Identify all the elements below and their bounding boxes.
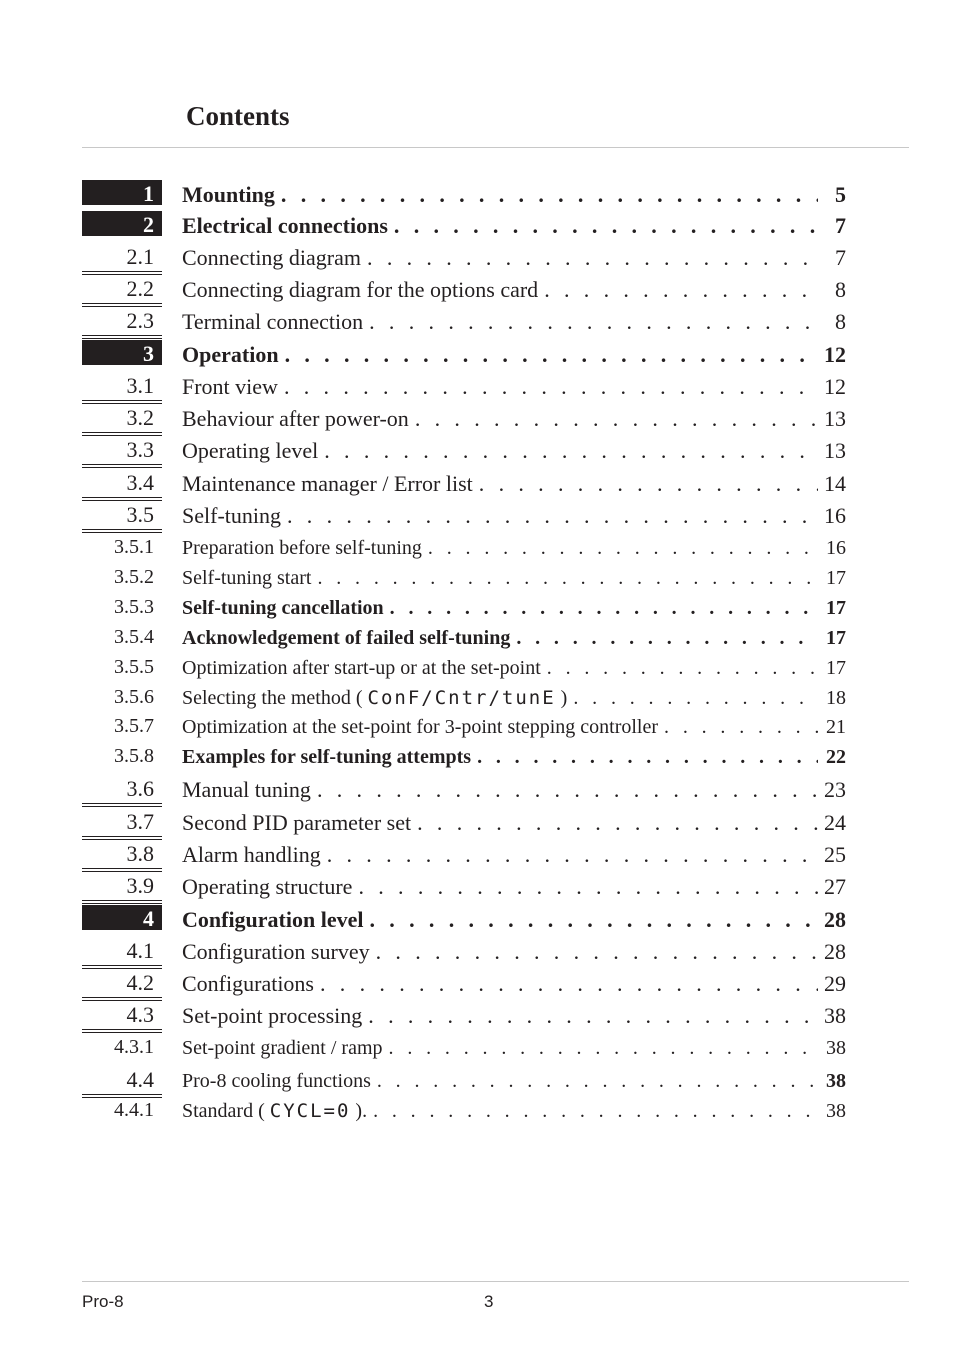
toc-number: 3.5.1 bbox=[114, 536, 154, 558]
toc-number: 4.1 bbox=[82, 937, 162, 963]
toc-entry bbox=[182, 404, 846, 432]
toc-label bbox=[182, 340, 279, 370]
toc-row[interactable] bbox=[82, 1096, 852, 1124]
toc-label bbox=[182, 501, 281, 531]
toc-leader-dots bbox=[417, 808, 818, 838]
toc-label bbox=[182, 742, 471, 772]
toc-page-number: 27 bbox=[824, 874, 846, 899]
toc-leader-dots bbox=[377, 1066, 818, 1096]
toc-leader-dots bbox=[664, 712, 818, 742]
toc-page-number: 13 bbox=[824, 406, 846, 431]
toc-label-text: Pro-8 cooling functions bbox=[182, 1070, 371, 1092]
toc-page-number: 17 bbox=[826, 627, 846, 649]
toc-label bbox=[182, 469, 473, 499]
footer-product-name: Pro-8 bbox=[82, 1292, 124, 1311]
toc-label-text: Electrical connections bbox=[182, 213, 388, 238]
toc-label-text: Standard ( bbox=[182, 1100, 265, 1122]
toc-row[interactable] bbox=[82, 742, 852, 770]
toc-page-number: 7 bbox=[835, 213, 846, 238]
toc-row[interactable] bbox=[82, 340, 852, 368]
toc-label-text: Terminal connection bbox=[182, 309, 364, 334]
toc-label-text: Manual tuning bbox=[182, 777, 311, 802]
toc-label-text: Acknowledgement of failed self-tuning bbox=[182, 627, 511, 649]
toc-number: 3.5.8 bbox=[114, 745, 154, 767]
toc-leader-dots bbox=[324, 436, 818, 466]
toc-label bbox=[182, 404, 409, 434]
toc-page-number: 25 bbox=[824, 842, 846, 867]
toc-page-number: 22 bbox=[826, 746, 846, 768]
toc-label bbox=[182, 275, 538, 305]
toc-number: 3.5.2 bbox=[114, 566, 154, 588]
toc-entry bbox=[182, 533, 846, 561]
toc-row[interactable] bbox=[82, 872, 852, 900]
toc-label bbox=[182, 372, 278, 402]
toc-leader-dots bbox=[285, 340, 818, 370]
toc-leader-dots bbox=[394, 211, 818, 241]
toc-label-text: Front view bbox=[182, 374, 278, 399]
toc-label-text: Connecting diagram bbox=[182, 245, 362, 270]
toc-entry bbox=[182, 623, 846, 651]
toc-entry bbox=[182, 653, 846, 681]
toc-label bbox=[182, 1033, 383, 1063]
toc-row[interactable] bbox=[82, 243, 852, 271]
toc-label-text: Configuration level bbox=[182, 907, 364, 932]
toc-entry bbox=[182, 436, 846, 464]
toc-page-number: 18 bbox=[826, 687, 846, 709]
toc-row[interactable] bbox=[82, 969, 852, 997]
toc-entry bbox=[182, 1033, 846, 1061]
toc-row[interactable] bbox=[82, 180, 852, 208]
toc-number: 4.3 bbox=[82, 1001, 162, 1027]
toc-number: 3.3 bbox=[82, 436, 162, 462]
toc-label-text: Self-tuning cancellation bbox=[182, 597, 384, 619]
toc-entry bbox=[182, 969, 846, 997]
toc-row[interactable] bbox=[82, 533, 852, 561]
toc-entry bbox=[182, 469, 846, 497]
toc-entry bbox=[182, 1096, 846, 1124]
toc-label bbox=[182, 436, 318, 466]
toc-row[interactable] bbox=[82, 712, 852, 740]
toc-number: 2.2 bbox=[82, 275, 162, 301]
toc-leader-dots bbox=[415, 404, 818, 434]
toc-page-number: 17 bbox=[826, 597, 846, 619]
toc-number: 3.5.6 bbox=[114, 686, 154, 708]
toc-label bbox=[182, 937, 370, 967]
toc-label bbox=[182, 563, 311, 593]
toc-number: 3.9 bbox=[82, 872, 162, 898]
toc-page-number: 21 bbox=[826, 716, 846, 738]
toc-label bbox=[182, 905, 364, 935]
toc-leader-dots bbox=[373, 1096, 818, 1126]
toc-page-number: 28 bbox=[824, 939, 846, 964]
toc-number: 3.6 bbox=[82, 775, 162, 801]
toc-label bbox=[182, 1001, 362, 1031]
toc-leader-dots bbox=[573, 683, 818, 713]
toc-page-number: 16 bbox=[824, 503, 846, 528]
toc-row[interactable] bbox=[82, 436, 852, 464]
toc-label-text: Examples for self-tuning attempts bbox=[182, 746, 472, 768]
toc-entry bbox=[182, 683, 846, 711]
toc-number: 4 bbox=[82, 905, 162, 930]
toc-leader-dots bbox=[477, 742, 818, 772]
toc-page-number: 5 bbox=[835, 182, 846, 207]
segment-display-code: CYCL=0 bbox=[269, 1100, 351, 1122]
toc-row[interactable] bbox=[82, 808, 852, 836]
toc-entry bbox=[182, 742, 846, 770]
toc-label bbox=[182, 1096, 367, 1126]
toc-label bbox=[182, 593, 384, 623]
toc-label bbox=[182, 840, 321, 870]
toc-leader-dots bbox=[281, 180, 818, 210]
toc-entry bbox=[182, 372, 846, 400]
toc-page-number: 24 bbox=[824, 810, 846, 835]
toc-page-number: 13 bbox=[824, 438, 846, 463]
toc-page-number: 17 bbox=[826, 567, 846, 589]
toc-number: 3.5.7 bbox=[114, 715, 154, 737]
toc-row[interactable] bbox=[82, 653, 852, 681]
toc-label bbox=[182, 969, 314, 999]
toc-label bbox=[182, 623, 510, 653]
toc-page-number: 38 bbox=[826, 1100, 846, 1122]
toc-row[interactable] bbox=[82, 1066, 852, 1094]
toc-row[interactable] bbox=[82, 623, 852, 651]
toc-label bbox=[182, 211, 388, 241]
toc-label-text: Operating level bbox=[182, 438, 319, 463]
toc-number: 3.5 bbox=[82, 501, 162, 527]
toc-label-text: Configurations bbox=[182, 971, 314, 996]
toc-label bbox=[182, 243, 361, 273]
toc-label bbox=[182, 180, 275, 210]
toc-label-text: Optimization after start-up or at the set-point bbox=[182, 657, 541, 679]
toc-page-number: 28 bbox=[824, 907, 846, 932]
footer-page-number: 3 bbox=[484, 1292, 494, 1311]
toc-entry bbox=[182, 211, 846, 239]
toc-number: 3.4 bbox=[82, 469, 162, 495]
toc-leader-dots bbox=[389, 1033, 818, 1063]
toc-row[interactable] bbox=[82, 501, 852, 529]
toc-number: 1 bbox=[82, 180, 162, 205]
toc-number: 3.5.5 bbox=[114, 656, 154, 678]
toc-leader-dots bbox=[317, 775, 818, 805]
toc-leader-dots bbox=[369, 307, 818, 337]
toc-label bbox=[182, 533, 422, 563]
toc-entry bbox=[182, 1066, 846, 1094]
toc-entry bbox=[182, 872, 846, 900]
toc-label bbox=[182, 712, 658, 742]
toc-leader-dots bbox=[390, 593, 818, 623]
toc-label bbox=[182, 1066, 371, 1096]
toc-page-number: 16 bbox=[826, 537, 846, 559]
toc-label-text: Optimization at the set-point for 3-point stepping controller bbox=[182, 716, 659, 738]
toc-row[interactable] bbox=[82, 563, 852, 591]
toc-number: 3 bbox=[82, 340, 162, 365]
toc-label bbox=[182, 808, 411, 838]
toc-entry bbox=[182, 340, 846, 368]
toc-leader-dots bbox=[284, 372, 818, 402]
toc-page-number: 8 bbox=[835, 309, 846, 334]
toc-page-number: 8 bbox=[835, 277, 846, 302]
toc-page-number: 7 bbox=[835, 245, 846, 270]
toc-label-text: Set-point gradient / ramp bbox=[182, 1037, 383, 1059]
toc-leader-dots bbox=[367, 243, 818, 273]
toc-number: 2.3 bbox=[82, 307, 162, 333]
toc-row[interactable] bbox=[82, 469, 852, 497]
toc-page-number: 38 bbox=[826, 1037, 846, 1059]
toc-entry bbox=[182, 275, 846, 303]
toc-page-number: 38 bbox=[826, 1070, 846, 1092]
toc-label-text: Mounting bbox=[182, 182, 275, 207]
toc-leader-dots bbox=[320, 969, 818, 999]
toc-page-number: 23 bbox=[824, 777, 846, 802]
toc-label-text: Connecting diagram for the options card bbox=[182, 277, 539, 302]
toc-number: 4.4.1 bbox=[114, 1099, 154, 1121]
toc-row[interactable] bbox=[82, 307, 852, 335]
toc-page-number: 29 bbox=[824, 971, 846, 996]
toc-number: 3.1 bbox=[82, 372, 162, 398]
toc-leader-dots bbox=[516, 623, 818, 653]
toc-page-number: 14 bbox=[824, 471, 846, 496]
toc-number: 2.1 bbox=[82, 243, 162, 269]
toc-leader-dots bbox=[547, 653, 818, 683]
toc-entry bbox=[182, 307, 846, 335]
toc-entry bbox=[182, 808, 846, 836]
toc-label bbox=[182, 775, 311, 805]
toc-row[interactable] bbox=[82, 211, 852, 239]
toc-leader-dots bbox=[370, 905, 819, 935]
toc-row[interactable] bbox=[82, 905, 852, 933]
toc-label-text: Preparation before self-tuning bbox=[182, 537, 422, 559]
toc-row[interactable] bbox=[82, 275, 852, 303]
toc-number: 3.8 bbox=[82, 840, 162, 866]
toc-label bbox=[182, 683, 567, 713]
toc-page-number: 38 bbox=[824, 1003, 846, 1028]
toc-label bbox=[182, 872, 352, 902]
toc-entry bbox=[182, 937, 846, 965]
toc-leader-dots bbox=[327, 840, 818, 870]
toc-number: 3.7 bbox=[82, 808, 162, 834]
footer-rule bbox=[82, 1281, 909, 1282]
toc-label-text: Alarm handling bbox=[182, 842, 321, 867]
toc-label-text: Second PID parameter set bbox=[182, 810, 412, 835]
toc-row[interactable] bbox=[82, 1033, 852, 1061]
toc-entry bbox=[182, 1001, 846, 1029]
toc-page-number: 17 bbox=[826, 657, 846, 679]
toc-leader-dots bbox=[358, 872, 818, 902]
toc-entry bbox=[182, 712, 846, 740]
toc-leader-dots bbox=[428, 533, 818, 563]
toc-leader-dots bbox=[287, 501, 818, 531]
toc-entry bbox=[182, 563, 846, 591]
toc-entry bbox=[182, 501, 846, 529]
toc-number: 3.5.3 bbox=[114, 596, 154, 618]
toc-label bbox=[182, 307, 363, 337]
toc-label-text: Set-point processing bbox=[182, 1003, 363, 1028]
toc-row[interactable] bbox=[82, 372, 852, 400]
toc-row[interactable] bbox=[82, 683, 852, 711]
toc-row[interactable] bbox=[82, 593, 852, 621]
segment-display-code: ConF/Cntr/tunE bbox=[367, 687, 556, 709]
toc-entry bbox=[182, 243, 846, 271]
toc-leader-dots bbox=[317, 563, 818, 593]
toc-label bbox=[182, 653, 541, 683]
toc-label-text: Maintenance manager / Error list bbox=[182, 471, 473, 496]
toc-number: 2 bbox=[82, 211, 162, 236]
toc-entry bbox=[182, 840, 846, 868]
toc-label-text: Self-tuning start bbox=[182, 567, 312, 589]
toc-label-text: Selecting the method ( bbox=[182, 687, 363, 709]
toc-label-text: Self-tuning bbox=[182, 503, 281, 528]
toc-leader-dots bbox=[376, 937, 818, 967]
toc-number: 3.2 bbox=[82, 404, 162, 430]
toc-page-number: 12 bbox=[824, 342, 846, 367]
toc-row[interactable] bbox=[82, 1001, 852, 1029]
toc-label-end: ). bbox=[355, 1100, 368, 1122]
toc-number: 4.3.1 bbox=[114, 1036, 154, 1058]
toc-row[interactable] bbox=[82, 775, 852, 803]
toc-entry bbox=[182, 593, 846, 621]
toc-row[interactable] bbox=[82, 404, 852, 432]
toc-number: 3.5.4 bbox=[114, 626, 154, 648]
toc-leader-dots bbox=[479, 469, 818, 499]
toc-number: 4.2 bbox=[82, 969, 162, 995]
toc-row[interactable] bbox=[82, 840, 852, 868]
toc-number: 4.4 bbox=[82, 1066, 162, 1092]
toc-label-text: Operating structure bbox=[182, 874, 353, 899]
toc-entry bbox=[182, 775, 846, 803]
page-title: Contents bbox=[186, 101, 290, 131]
header-rule bbox=[82, 147, 909, 148]
toc-entry bbox=[182, 180, 846, 208]
toc-leader-dots bbox=[544, 275, 818, 305]
toc-label-text: Behaviour after power-on bbox=[182, 406, 409, 431]
toc-label-text: Configuration survey bbox=[182, 939, 370, 964]
toc-entry bbox=[182, 905, 846, 933]
toc-label-text: Operation bbox=[182, 342, 279, 367]
toc-page-number: 12 bbox=[824, 374, 846, 399]
toc-label-end: ) bbox=[560, 687, 568, 709]
toc-leader-dots bbox=[368, 1001, 818, 1031]
toc-row[interactable] bbox=[82, 937, 852, 965]
